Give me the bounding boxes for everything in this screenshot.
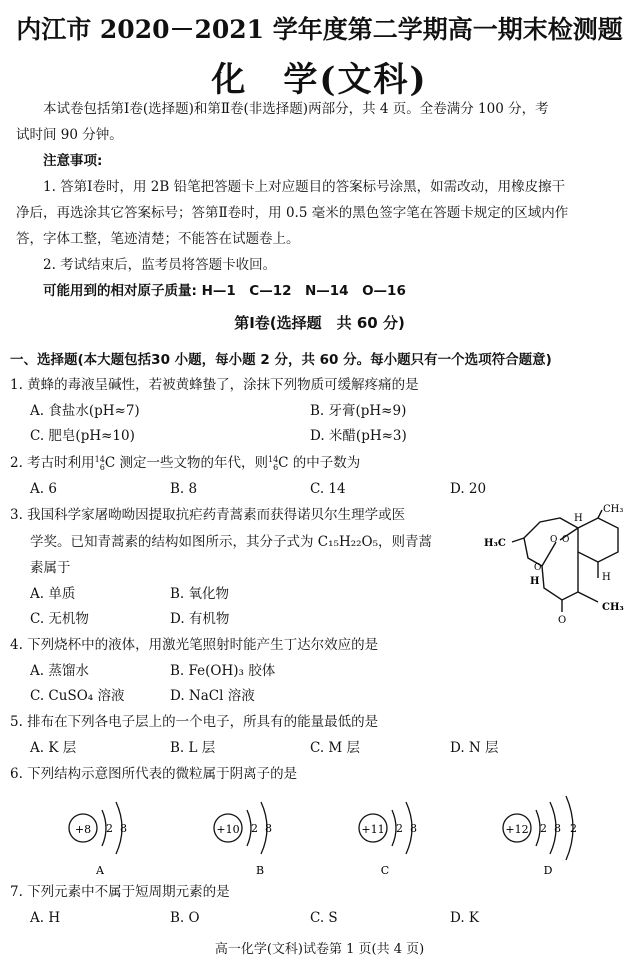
- iso-z: 6: [99, 462, 105, 472]
- atom-b-shell-1: 2: [251, 822, 258, 835]
- q1-stem: 1. 黄蜂的毒液呈碱性，若被黄蜂蛰了，涂抹下列物质可缓解疼痛的是: [10, 377, 419, 393]
- mol-h-right: H: [602, 572, 611, 583]
- intro-line-2: 试时间 90 分钟。: [16, 127, 123, 143]
- q2-option-a[interactable]: A. 6: [30, 481, 57, 497]
- subject-title: 化 学(文科): [211, 60, 428, 100]
- q2-stem-pre: 2. 考古时利用: [10, 455, 95, 471]
- atom-c[interactable]: [359, 802, 417, 877]
- notice-1-line-1: 1. 答第Ⅰ卷时，用 2B 铅笔把答题卡上对应题目的答案标号涂黑，如需改动，用橡皮擦干: [43, 179, 566, 195]
- atom-b-nucleus: +10: [216, 823, 240, 836]
- q6-stem: 6. 下列结构示意图所代表的微粒属于阴离子的是: [10, 766, 298, 782]
- q4-stem: 4. 下列烧杯中的液体，用激光笔照射时能产生丁达尔效应的是: [10, 637, 379, 653]
- notice-1-line-2: 净后，再选涂其它答案标号；答第Ⅱ卷时，用 0.5 毫米的黑色签字笔在答题卡规定的区域内作: [16, 205, 569, 221]
- q5-stem: 5. 排布在下列各电子层上的一个电子，所具有的能量最低的是: [10, 714, 379, 730]
- q3-stem-line-3: 素属于: [30, 560, 71, 576]
- page-footer: 高一化学(文科)试卷第 1 页(共 4 页): [214, 942, 425, 957]
- atom-a-nucleus: +8: [74, 823, 92, 836]
- atom-d-shell-3: 2: [570, 822, 577, 835]
- atom-a-shell-1: 2: [106, 822, 113, 835]
- atom-b-shell-2: 8: [265, 822, 272, 835]
- exam-title: 内江市 2020－2021 学年度第二学期高一期末检测题: [16, 15, 623, 44]
- atom-c-shell-2: 8: [410, 822, 417, 835]
- artemisinin-structure: [478, 500, 636, 628]
- q1-option-d[interactable]: D. 米醋(pH≈3): [310, 428, 407, 444]
- atom-a[interactable]: [69, 802, 127, 877]
- mol-o-2: O: [562, 535, 570, 545]
- q1-option-a[interactable]: A. 食盐水(pH≈7): [30, 403, 140, 419]
- mol-ch3-top: CH₃: [603, 504, 624, 515]
- mol-o-3: O: [534, 563, 542, 573]
- iso-mass: 14: [267, 454, 279, 464]
- q7-option-a[interactable]: A. H: [30, 910, 61, 926]
- atom-a-shell-2: 8: [120, 822, 127, 835]
- atom-d-nucleus: +12: [505, 823, 529, 836]
- mol-h-top: H: [574, 513, 583, 524]
- mol-o-bottom: O: [558, 615, 567, 626]
- q4-option-a[interactable]: A. 蒸馏水: [30, 663, 89, 679]
- q2-option-c[interactable]: C. 14: [310, 481, 346, 497]
- q7-option-b[interactable]: B. O: [170, 910, 200, 926]
- atom-c-label: C: [380, 864, 390, 877]
- notice-1-line-3: 答，字体工整，笔迹清楚；不能答在试题卷上。: [16, 231, 300, 247]
- atom-c-shell-1: 2: [396, 822, 403, 835]
- atom-d-label: D: [543, 864, 553, 877]
- q2-stem-post: C 的中子数为: [278, 455, 361, 471]
- iso-mass: 14: [94, 454, 105, 464]
- q3-option-a[interactable]: A. 单质: [30, 586, 76, 602]
- atom-d-shell-2: 8: [554, 822, 561, 835]
- q2-stem: [10, 451, 360, 475]
- intro-line-1: 本试卷包括第Ⅰ卷(选择题)和第Ⅱ卷(非选择题)两部分，共 4 页。全卷满分 100 分，考: [43, 101, 549, 117]
- q3-option-d[interactable]: D. 有机物: [170, 611, 230, 627]
- q2-stem-mid: C 测定一些文物的年代，则: [104, 455, 268, 471]
- q5-option-c[interactable]: C. M 层: [310, 740, 361, 756]
- q3-stem-line-1: 3. 我国科学家屠呦呦因提取抗疟药青蒿素而获得诺贝尔生理学或医: [10, 507, 406, 523]
- q2-option-d[interactable]: D. 20: [450, 481, 487, 497]
- q4-option-d[interactable]: D. NaCl 溶液: [170, 688, 255, 704]
- atomic-mass-line: 可能用到的相对原子质量: H—1 C—12 N—14 O—16: [43, 283, 406, 299]
- section-instruction: 一、选择题(本大题包括30 小题，每小题 2 分，共 60 分。每小题只有一个选项符合题意): [10, 352, 552, 368]
- atom-b[interactable]: [214, 802, 272, 877]
- q2-option-b[interactable]: B. 8: [170, 481, 198, 497]
- q5-option-b[interactable]: B. L 层: [170, 740, 216, 756]
- atom-d-shell-1: 2: [540, 822, 547, 835]
- q4-option-c[interactable]: C. CuSO₄ 溶液: [30, 688, 125, 704]
- atom-a-label: A: [96, 864, 104, 877]
- q1-option-c[interactable]: C. 肥皂(pH≈10): [30, 428, 135, 444]
- mol-o-1: O: [550, 535, 558, 545]
- notice-2: 2. 考试结束后，监考员将答题卡收回。: [43, 257, 277, 273]
- atom-b-label: B: [255, 864, 265, 877]
- q7-option-d[interactable]: D. K: [450, 910, 480, 926]
- q5-option-d[interactable]: D. N 层: [450, 740, 499, 756]
- mol-h-left: H: [530, 576, 540, 587]
- atom-c-nucleus: +11: [361, 823, 385, 836]
- atomic-structure-diagrams: [40, 788, 620, 878]
- iso-z: 6: [273, 462, 279, 472]
- isotope-2: [268, 456, 278, 472]
- q7-stem: 7. 下列元素中不属于短周期元素的是: [10, 884, 230, 900]
- q3-option-c[interactable]: C. 无机物: [30, 611, 89, 627]
- mol-ch3-bottom: CH₃: [602, 602, 624, 613]
- q3-option-b[interactable]: B. 氧化物: [170, 586, 230, 602]
- q3-stem-line-2: 学奖。已知青蒿素的结构如图所示，其分子式为 C₁₅H₂₂O₅，则青蒿: [30, 534, 433, 550]
- section-title: 第Ⅰ卷(选择题 共 60 分): [234, 314, 405, 332]
- notice-title: 注意事项:: [43, 153, 103, 169]
- mol-h3c: H₃C: [484, 538, 506, 549]
- q5-option-a[interactable]: A. K 层: [30, 740, 77, 756]
- isotope-1: [95, 456, 105, 472]
- q7-option-c[interactable]: C. S: [310, 910, 338, 926]
- q1-option-b[interactable]: B. 牙膏(pH≈9): [310, 403, 407, 419]
- q4-option-b[interactable]: B. Fe(OH)₃ 胶体: [170, 663, 276, 679]
- atom-d[interactable]: [503, 796, 577, 877]
